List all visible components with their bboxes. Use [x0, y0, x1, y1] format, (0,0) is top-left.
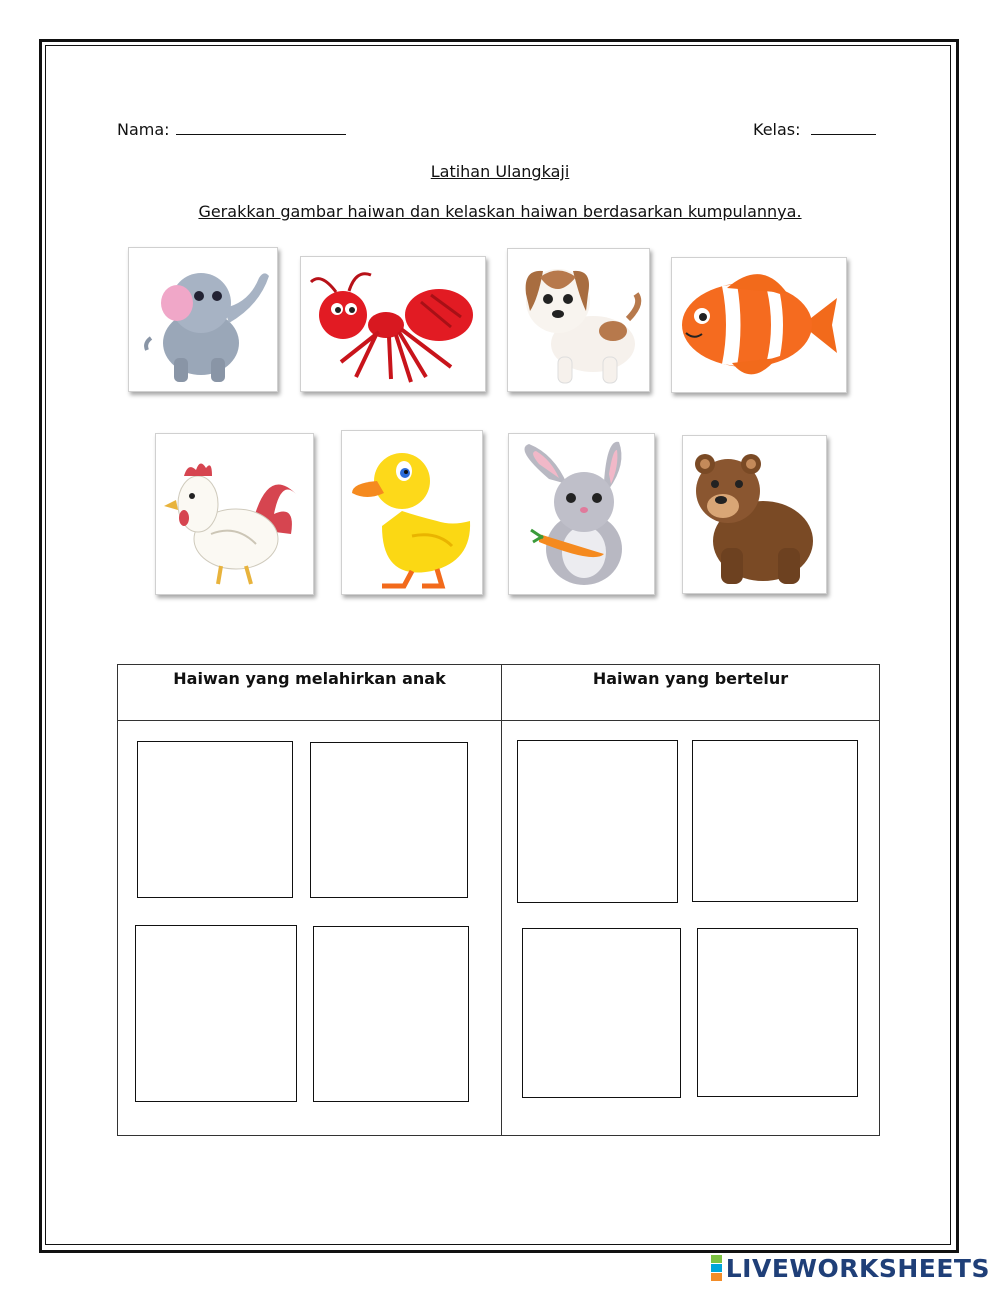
- animal-card-ant[interactable]: [300, 256, 486, 392]
- dog-icon: [508, 249, 649, 391]
- drop-box-live-birth-1[interactable]: [137, 741, 293, 898]
- animal-card-rooster[interactable]: [155, 433, 314, 595]
- rooster-icon: [156, 434, 313, 594]
- liveworksheets-logo: [711, 1253, 990, 1283]
- column-header-egg-laying: Haiwan yang bertelur: [502, 665, 880, 721]
- drop-box-egg-laying-1[interactable]: [517, 740, 678, 903]
- animal-card-dog[interactable]: [507, 248, 650, 392]
- animal-card-elephant[interactable]: [128, 247, 278, 392]
- column-header-live-birth: Haiwan yang melahirkan anak: [118, 665, 502, 721]
- drop-box-live-birth-3[interactable]: [135, 925, 297, 1102]
- name-line: [176, 134, 346, 135]
- animal-card-bear[interactable]: [682, 435, 827, 594]
- animal-card-fish[interactable]: [671, 257, 847, 393]
- animal-card-rabbit[interactable]: [508, 433, 655, 595]
- duck-icon: [342, 431, 482, 594]
- name-label: Nama:: [117, 120, 170, 139]
- elephant-icon: [129, 248, 277, 391]
- animal-card-duck[interactable]: [341, 430, 483, 595]
- class-line: [811, 134, 876, 135]
- fish-icon: [672, 258, 846, 392]
- bear-icon: [683, 436, 826, 593]
- ant-icon: [301, 257, 485, 391]
- drop-box-live-birth-2[interactable]: [310, 742, 468, 898]
- drop-box-egg-laying-3[interactable]: [522, 928, 681, 1098]
- logo-blocks-icon: [711, 1255, 722, 1281]
- rabbit-icon: [509, 434, 654, 594]
- drop-box-live-birth-4[interactable]: [313, 926, 469, 1102]
- worksheet-instruction: Gerakkan gambar haiwan dan kelaskan haiwan berdasarkan kumpulannya.: [198, 202, 802, 221]
- class-label: Kelas:: [753, 120, 801, 139]
- drop-box-egg-laying-4[interactable]: [697, 928, 858, 1097]
- worksheet-title: Latihan Ulangkaji: [430, 162, 570, 181]
- drop-box-egg-laying-2[interactable]: [692, 740, 858, 902]
- logo-text: LIVEWORKSHEETS: [725, 1253, 990, 1283]
